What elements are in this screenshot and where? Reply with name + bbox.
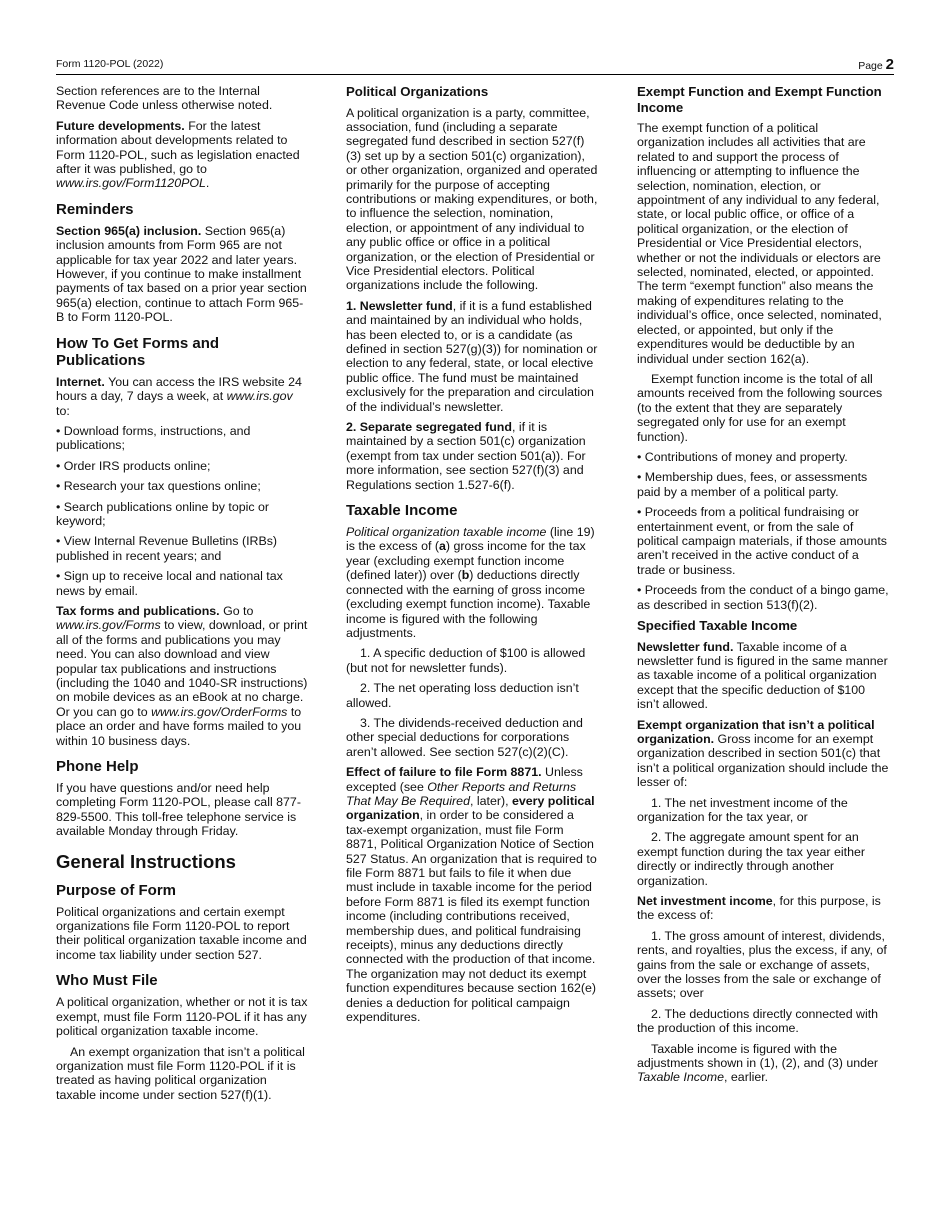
lesser-item: 2. The aggregate amount spent for an exempt function during the tax year either directly or indirectly through another organization. <box>637 830 865 888</box>
irs-link[interactable]: www.irs.gov <box>226 389 293 404</box>
form-id: Form 1120-POL (2022) <box>56 58 164 70</box>
lesser-item: 1. The net investment income of the organization for the tax year, or <box>637 795 848 824</box>
exempt-org-income-text: Exempt organization that isn’t a political organization. Gross income for an exempt organization described in section 501(c) that isn’t a political organization should include the lesser of: <box>637 717 889 790</box>
purpose-heading: Purpose of Form <box>56 881 177 899</box>
list-item: • Order IRS products online; <box>56 458 211 473</box>
phone-help-heading: Phone Help <box>56 758 139 776</box>
list-item: • View Internal Revenue Bulletins (IRBs) published in recent years; and <box>56 534 278 563</box>
column-2 <box>346 84 598 1030</box>
how-to-get-forms-heading: How To Get Forms and Publications <box>56 334 220 369</box>
page-number: Page 2 <box>858 56 894 73</box>
list-item: • Download forms, instructions, and publications; <box>56 423 251 453</box>
intro-text: Section references are to the Internal Revenue Code unless otherwise noted. <box>56 84 273 113</box>
segregated-fund-text: 2. Separate segregated fund, if it is maintained by a section 501(c) organization (exempt from tax under section 501(a)). For more information, see section 527(f)(3) and Regulations section 1.527-6(f). <box>346 420 586 492</box>
tax-forms-text: Tax forms and publications. Go to www.irs.gov/Forms to view, download, or print all of the forms and publications you may need. You can also download and view popular tax publications and instructions (including the 1040 and 1040-SR instructions) on mobile devices as an eBook at no charge. Or you can go to www.irs.gov/OrderForms to place an order and have forms mailed to you within 10 business days. <box>56 603 308 748</box>
taxable-income-adjustments-text: Taxable income is figured with the adjustments shown in (1), (2), and (3) under Taxable Income, earlier. <box>637 1041 879 1085</box>
political-organizations-text: A political organization is a party, committee, association, fund (including a separate segregated fund described in section 527(f)(3) set up by a section 501(c) organization), or other organization, organized and operated primarily for the purpose of accepting contributions or making expenditures, or both, to influence the selection, nomination, election, or appointment of any individual to any public office or office in a political organization, or the election of Presidential or Vice Presidential electors. Political organizations include the following. <box>346 105 598 293</box>
failure-to-file-text: Effect of failure to file Form 8871. Unless excepted (see Other Reports and Returns That May Be Required, later), every political organization, in order to be considered a tax-exempt organization, must file Form 8871, Political Organization Notice of Section 527 Status. An organization that is required to file Form 8871 but fails to file it when due must include in taxable income for the period before Form 8871 is filed its exempt function income (including contributions received, membership dues, and political fundraising receipts), minus any deductions directly connected with the production of that income. The organization may not deduct its exempt function expenditures because section 162(e) denies a deduction for political campaign expenditures. <box>346 765 597 1025</box>
adjustment-item: 3. The dividends-received deduction and other special deductions for corporations aren’t allowed. See section 527(c)(2)(C). <box>346 715 583 759</box>
purpose-text: Political organizations and certain exempt organizations file Form 1120-POL to report their political organization taxable income and income tax liability under section 527. <box>56 904 307 962</box>
excess-item: 2. The deductions directly connected with the production of this income. <box>637 1006 879 1036</box>
list-item: • Sign up to receive local and national tax news by email. <box>56 569 283 598</box>
list-item: • Search publications online by topic or keyword; <box>56 499 270 528</box>
future-developments: Future developments. For the latest information about developments related to Form 1120-POL, such as legislation enacted after it was published, go to www.irs.gov/Form1120POL. <box>56 118 300 191</box>
exempt-function-income-text: Exempt function income is the total of all amounts received from the following sources (to the extent that they are separately segregated only for use for an exempt function). <box>637 371 883 444</box>
taxable-income-heading: Taxable Income <box>346 502 458 520</box>
reminders-heading: Reminders <box>56 200 134 218</box>
list-item: • Proceeds from a political fundraising or entertainment event, or from the sale of political campaign materials, if those amounts aren’t received in the active conduct of a trade or business. <box>637 505 887 577</box>
column-1 <box>56 84 308 1108</box>
section-965-text: Section 965(a) inclusion. Section 965(a) inclusion amounts from Form 965 are not applicable for tax year 2022 and later years. However, if you continue to make installment payments of tax based on a prior year section 965(a) election, continue to attach Form 965-B to Form 1120-POL. <box>56 223 307 325</box>
exempt-function-text: The exempt function of a political organization includes all activities that are related to and support the process of influencing or attempting to influence the selection, nomination, election, or appointment of any individual to any federal, state, or local public office, or office of a political organization, or the election of Presidential or Vice Presidential electors, whether or not the individuals or electors are selected, nominated, elected, or appointed. The term “exempt function” also means the making of expenditures relating to the individual’s office, once selected, nominated, elected, or appointed, but only if the expenditures would be deductible by an individual under section 162(a). <box>637 121 882 366</box>
exempt-org-text: An exempt organization that isn’t a political organization must file Form 1120-POL if it is treated as having political organization taxable income under section 527(f)(1). <box>56 1044 305 1102</box>
list-item: • Membership dues, fees, or assessments paid by a member of a political party. <box>637 470 868 499</box>
exempt-function-heading: Exempt Function and Exempt Function Income <box>637 84 882 115</box>
adjustment-item: 2. The net operating loss deduction isn’t allowed. <box>346 681 579 710</box>
political-organizations-heading: Political Organizations <box>346 84 489 99</box>
list-item: • Proceeds from the conduct of a bingo game, as described in section 513(f)(2). <box>637 583 889 612</box>
list-item: • Contributions of money and property. <box>637 449 848 464</box>
taxable-income-text: Political organization taxable income (line 19) is the excess of (a) gross income for the tax year (excluding exempt function income (defined later)) over (b) deductions directly connected with the earning of gross income (excluding exempt function income). Taxable income is figured with the following adjustments. <box>346 525 595 640</box>
who-must-file-heading: Who Must File <box>56 972 158 990</box>
excess-item: 1. The gross amount of interest, dividends, rents, and royalties, plus the excess, if any, of gains from the sale or exchange of assets, over the losses from the sale or exchange of assets; over <box>637 928 887 1001</box>
internet-text: Internet. You can access the IRS website 24 hours a day, 7 days a week, at www.irs.gov to: <box>56 374 302 418</box>
phone-help-text: If you have questions and/or need help completing Form 1120-POL, please call 877-829-5500. This toll-free telephone service is available Monday through Friday. <box>56 781 301 839</box>
forms-link[interactable]: www.irs.gov/Forms <box>56 618 161 633</box>
form-link[interactable]: www.irs.gov/Form1120POL <box>56 176 206 191</box>
net-investment-income-text: Net investment income, for this purpose, is the excess of: <box>637 894 881 923</box>
who-must-file-text: A political organization, whether or not it is tax exempt, must file Form 1120-POL if it has any political organization taxable income. <box>56 995 308 1039</box>
general-instructions-heading: General Instructions <box>56 850 236 872</box>
specified-taxable-income-heading: Specified Taxable Income <box>637 618 798 633</box>
newsletter-fund-income-text: Newsletter fund. Taxable income of a newsletter fund is figured in the same manner as taxable income of a political organization except that the specific deduction of $100 isn’t allowed. <box>637 639 888 712</box>
order-forms-link[interactable]: www.irs.gov/OrderForms <box>151 704 288 719</box>
page-header <box>56 56 894 75</box>
newsletter-fund-text: 1. Newsletter fund, if it is a fund established and maintained by an individual who holds, has been elected to, or is a candidate (as defined in section 527(g)(3)) for nomination or election to any federal, state, or local elective public office. The fund must be maintained exclusively for the preparation and circulation of the individual’s newsletter. <box>346 298 598 414</box>
adjustment-item: 1. A specific deduction of $100 is allowed (but not for newsletter funds). <box>346 646 586 675</box>
list-item: • Research your tax questions online; <box>56 479 261 494</box>
column-3 <box>637 84 889 1091</box>
